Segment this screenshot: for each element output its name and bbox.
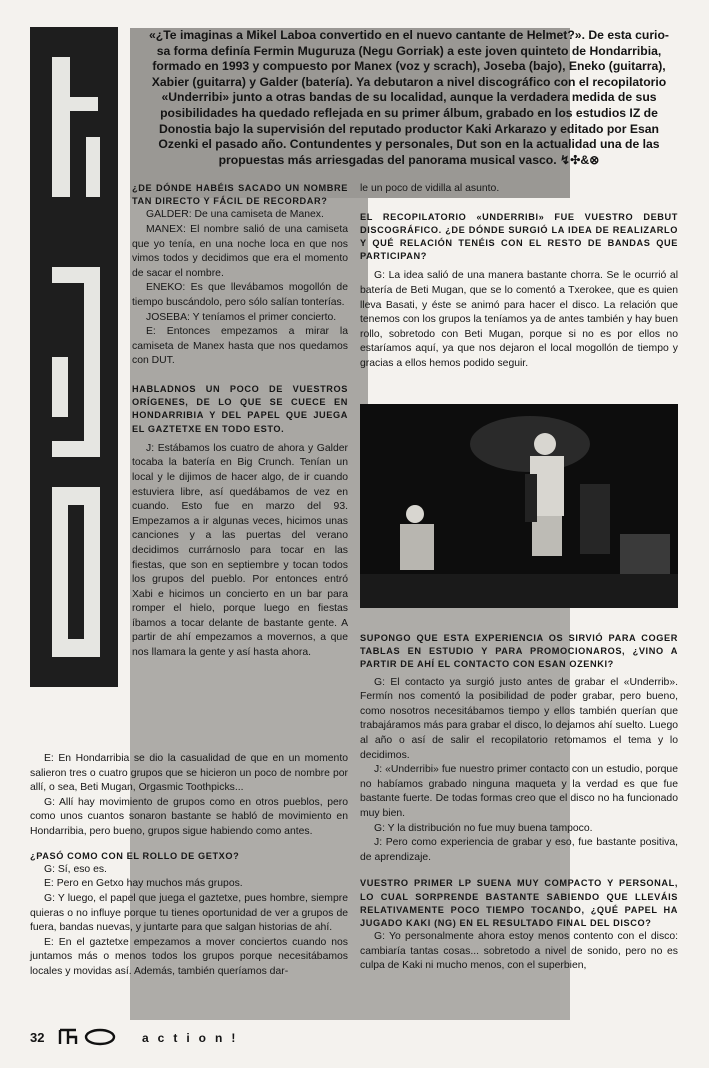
right-column-lower <box>360 632 678 974</box>
left-column-lower <box>30 752 348 980</box>
answer-paragraph: G: Y luego, el papel que juega el gaztetxe, pues hombre, siempre quieras o no influye porque tu tienes oportunidad de ver a grupos de fuera, bandas nuevas, y juntarte para que salgan historias de ahí. <box>30 892 348 934</box>
left-column-upper <box>132 182 348 661</box>
concert-photo-graphic <box>360 404 678 608</box>
band-concert-photo <box>360 404 678 608</box>
question-heading: ¿PASÓ COMO CON EL ROLLO DE GETXO? <box>30 850 240 861</box>
question-heading: VUESTRO PRIMER LP SUENA MUY COMPACTO Y PERSONAL, LO CUAL SORPRENDE BASTANTE SABIENDO QUE LLEVÁIS RELATIVAMENTE POCO TIEMPO TOCANDO, ¿QUÉ PAPEL HA JUGADO KAKI (NG) EN EL RESULTADO FINAL DEL DISCO? <box>360 878 678 928</box>
intro-line: sa forma definía Fermin Muguruza (Negu Gorriak) a este joven quinteto de Hondarribia, <box>156 43 662 58</box>
question-heading: SUPONGO QUE ESTA EXPERIENCIA OS SIRVIÓ PARA COGER TABLAS EN ESTUDIO Y PARA PROMOCIONAROS, ¿VINO A PARTIR DE AHÍ EL CONTACTO CON ESAN OZENKI? <box>360 633 678 670</box>
band-logo-vertical <box>30 27 118 687</box>
question-heading: EL RECOPILATORIO «UNDERRIBI» FUE VUESTRO DEBUT DISCOGRÁFICO. ¿DE DÓNDE SURGIÓ LA IDEA DE REALIZARLO Y QUÉ RELACIÓN TENÉIS CON EL RESTO DE BANDAS QUE PARTICIPAN? <box>360 211 678 262</box>
answer-paragraph: J: Estábamos los cuatro de ahora y Galder tocaba la batería en Big Crunch. Tenían un local y le dijimos de hacer algo, de ir cuando estuviera libre, así quedábamos de vez en cuando. Esto fue en marzo del 93. Empezamos a ir algunas veces, hicimos unas canciones y a las puertas del verano decidimos currárnoslo para tocar en las fiestas, que son en septiembre y tocan todos los grupos del pueblo. Por entonces entró Xabi e hicimos un concierto en un bar para romper el hielo, porque luego en fiestas íbamos a tocar delante de bastante gente. A partir de ahí empezamos a movernos, a que nos llamara la gente y así hasta ahora. <box>132 442 348 659</box>
answer-paragraph: MANEX: El nombre salió de una camiseta que yo tenía, en una noche loca en que nos vimos todos y decidimos que era el momento de sacar el nombre. <box>132 224 348 279</box>
question-heading: HABLADNOS UN POCO DE VUESTROS ORÍGENES, DE LO QUE SE CUECE EN HONDARRIBIA Y DEL PAPEL QUE JUEGA EL GAZTETXE EN TODO ESTO. <box>132 383 348 434</box>
intro-line: Donostia bajo la supervisión del reputado productor Kaki Arkarazo y editado por Esan <box>158 121 659 136</box>
dut-logo-graphic <box>30 27 118 687</box>
right-column-upper <box>360 182 678 372</box>
answer-paragraph: E: En Hondarribia se dio la casualidad de que en un momento salieron tres o cuatro grupos que se hicieron un poco de nombre por allí, o sea, Beti Mugan, Orgasmic Toothpicks... <box>30 753 348 794</box>
intro-line: «¿Te imaginas a Mikel Laboa convertido en el nuevo cantante de Helmet?». De esta curio- <box>149 28 669 42</box>
answer-paragraph: G: El contacto ya surgió justo antes de grabar el «Underrib». Fermín nos comentó la posibilidad de poder grabar, pero bueno, como nosotros necesitábamos tiempo y ellos también querían que trabajáramos más para grabar el disco, lo dejamos ahí suelto. Luego al año o así de salir el recopilatorio retomamos el tema y lo decidimos. <box>360 676 678 761</box>
answer-paragraph: J: «Underribi» fue nuestro primer contacto con un estudio, porque no habíamos grabado ninguna maqueta y la verdad es que fue bastante fuerte. De todas formas creo que el disco no ha funcionado muy bien. <box>360 764 678 819</box>
answer-paragraph: G: La idea salió de una manera bastante chorra. Se le ocurrió al batería de Beti Mugan, que se lo comentó a Txerokee, que es quien lleva Basati, y éste se animó para hacer el disco. La relación que tenemos con los grupos la teníamos ya de antes también y hay buen rollo, sobretodo con Beti Mugan, porque si no es por ellos no estaríamos aquí, ya que nos dejaron el local mogollón de tiempo y gracias a ellos hemos podido seguir. <box>360 270 678 369</box>
answer-paragraph: JOSEBA: Y teníamos el primer concierto. <box>146 311 337 323</box>
intro-line: «Underribi» junto a otras bandas de su localidad, aunque la verdadera medida de sus <box>161 90 657 105</box>
question-heading: ¿DE DÓNDE HABÉIS SACADO UN NOMBRE TAN DIRECTO Y FÁCIL DE RECORDAR? <box>132 183 348 207</box>
intro-line: Ozenki el pasado año. Contundentes y personales, Dut son en la actualidad una de las <box>158 137 660 152</box>
answer-paragraph: G: Allí hay movimiento de grupos como en otros pueblos, pero como unos cuantos sonaron bastante se habló de movimiento en Hondarribia, pero bueno, grupos sigue habiendo como antes. <box>30 796 348 837</box>
answer-paragraph: GALDER: De una camiseta de Manex. <box>146 209 324 221</box>
answer-paragraph: G: Yo personalmente ahora estoy menos contento con el disco: cambiaría tantas cosas... sobretodo a nivel de sonido, pero no es culpa de Kaki ni mucho menos, con el superbien, <box>360 931 678 972</box>
answer-paragraph: ENEKO: Es que llevábamos mogollón de tiempo buscándolo, pero sólo salían tonterías. <box>132 282 348 308</box>
magazine-logo-icon <box>58 1027 128 1047</box>
answer-paragraph: E: Entonces empezamos a mirar la camiseta de Manex hasta que nos quedamos con DUT. <box>132 326 348 367</box>
intro-line: posibilidades ha quedado reflejada en su primer álbum, grabado en los estudios IZ de <box>160 105 658 120</box>
intro-line: propuestas más arriesgadas del panorama musical vasco. ↯✣&⊗ <box>218 152 600 167</box>
answer-paragraph: G: Sí, eso es. <box>44 863 107 875</box>
answer-paragraph: J: Pero como experiencia de grabar y eso, fue bastante positiva, de aprendizaje. <box>360 837 678 863</box>
intro-line: formado en 1993 y compuesto por Manex (voz y scrach), Joseba (bajo), Eneko (guitarra), <box>152 59 666 74</box>
page-number: 32 <box>30 1030 45 1045</box>
intro-line: Xabier (guitarra) y Galder (batería). Ya debutaron a nivel discográfico con el recopilatorio <box>151 74 667 89</box>
answer-paragraph: le un poco de vidilla al asunto. <box>360 183 500 194</box>
answer-paragraph: E: Pero en Getxo hay muchos más grupos. <box>44 878 243 890</box>
answer-paragraph: G: Y la distribución no fue muy buena tampoco. <box>374 822 593 834</box>
answer-paragraph: E: En el gaztetxe empezamos a mover conciertos cuando nos juntamos más o menos todos los grupos porque necesitábamos locales y movidas así. Además, también queríamos dar- <box>30 936 348 977</box>
magazine-name: action! <box>142 1031 245 1045</box>
intro-paragraph <box>128 28 690 168</box>
